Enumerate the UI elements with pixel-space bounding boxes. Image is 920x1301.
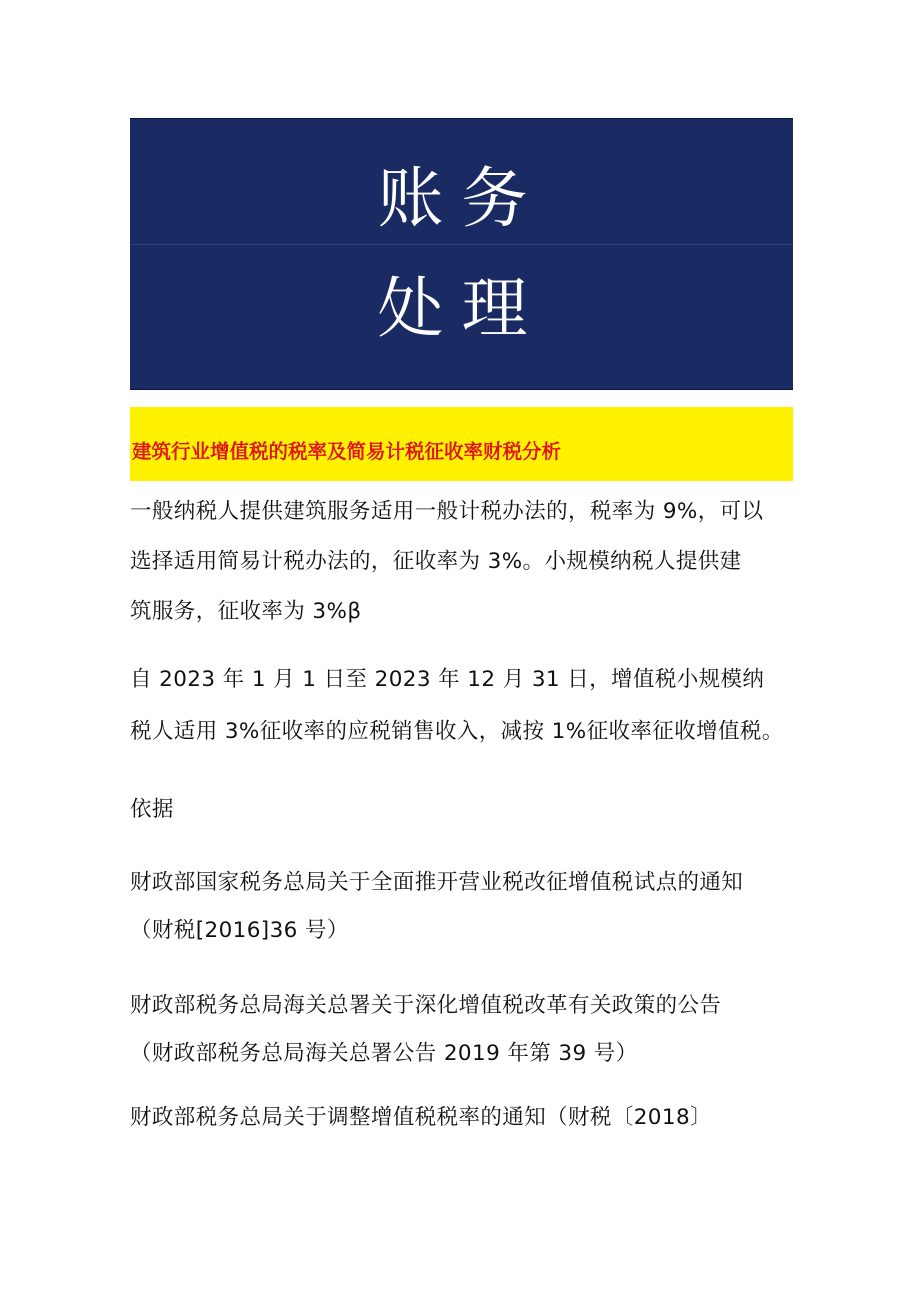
reference-2-line-2: （财政部税务总局海关总署公告 2019 年第 39 号） <box>130 1041 638 1066</box>
paragraph-2-line-2: 税人适用 3%征收率的应税销售收入，减按 1%征收率征收增值税。 <box>130 719 784 744</box>
reference-3: 财政部税务总局关于调整增值税税率的通知（财税〔2018〕 <box>130 1105 712 1130</box>
paragraph-2-line-1: 自 2023 年 1 月 1 日至 2023 年 12 月 31 日，增值税小规模纳 <box>130 667 765 692</box>
heading-highlight <box>130 407 793 481</box>
paragraph-1-line-1: 一般纳税人提供建筑服务适用一般计税办法的，税率为 9%，可以 <box>130 499 764 524</box>
reference-1-line-2: （财税[2016]36 号） <box>130 918 349 943</box>
paragraph-1-line-2: 选择适用简易计税办法的，征收率为 3%。小规模纳税人提供建 <box>130 549 742 574</box>
title-banner <box>130 118 793 390</box>
article-heading: 建筑行业增值税的税率及简易计税征收率财税分析 <box>132 440 562 463</box>
reference-2-line-1: 财政部税务总局海关总署关于深化增值税改革有关政策的公告 <box>130 993 722 1018</box>
basis-label: 依据 <box>130 797 174 822</box>
banner-title-line-1: 账务 <box>377 160 546 237</box>
paragraph-1-line-3: 筑服务，征收率为 3%β <box>130 599 362 624</box>
banner-title-line-2: 处理 <box>377 270 546 347</box>
banner-divider <box>130 244 793 245</box>
reference-1-line-1: 财政部国家税务总局关于全面推开营业税改征增值税试点的通知 <box>130 870 744 895</box>
